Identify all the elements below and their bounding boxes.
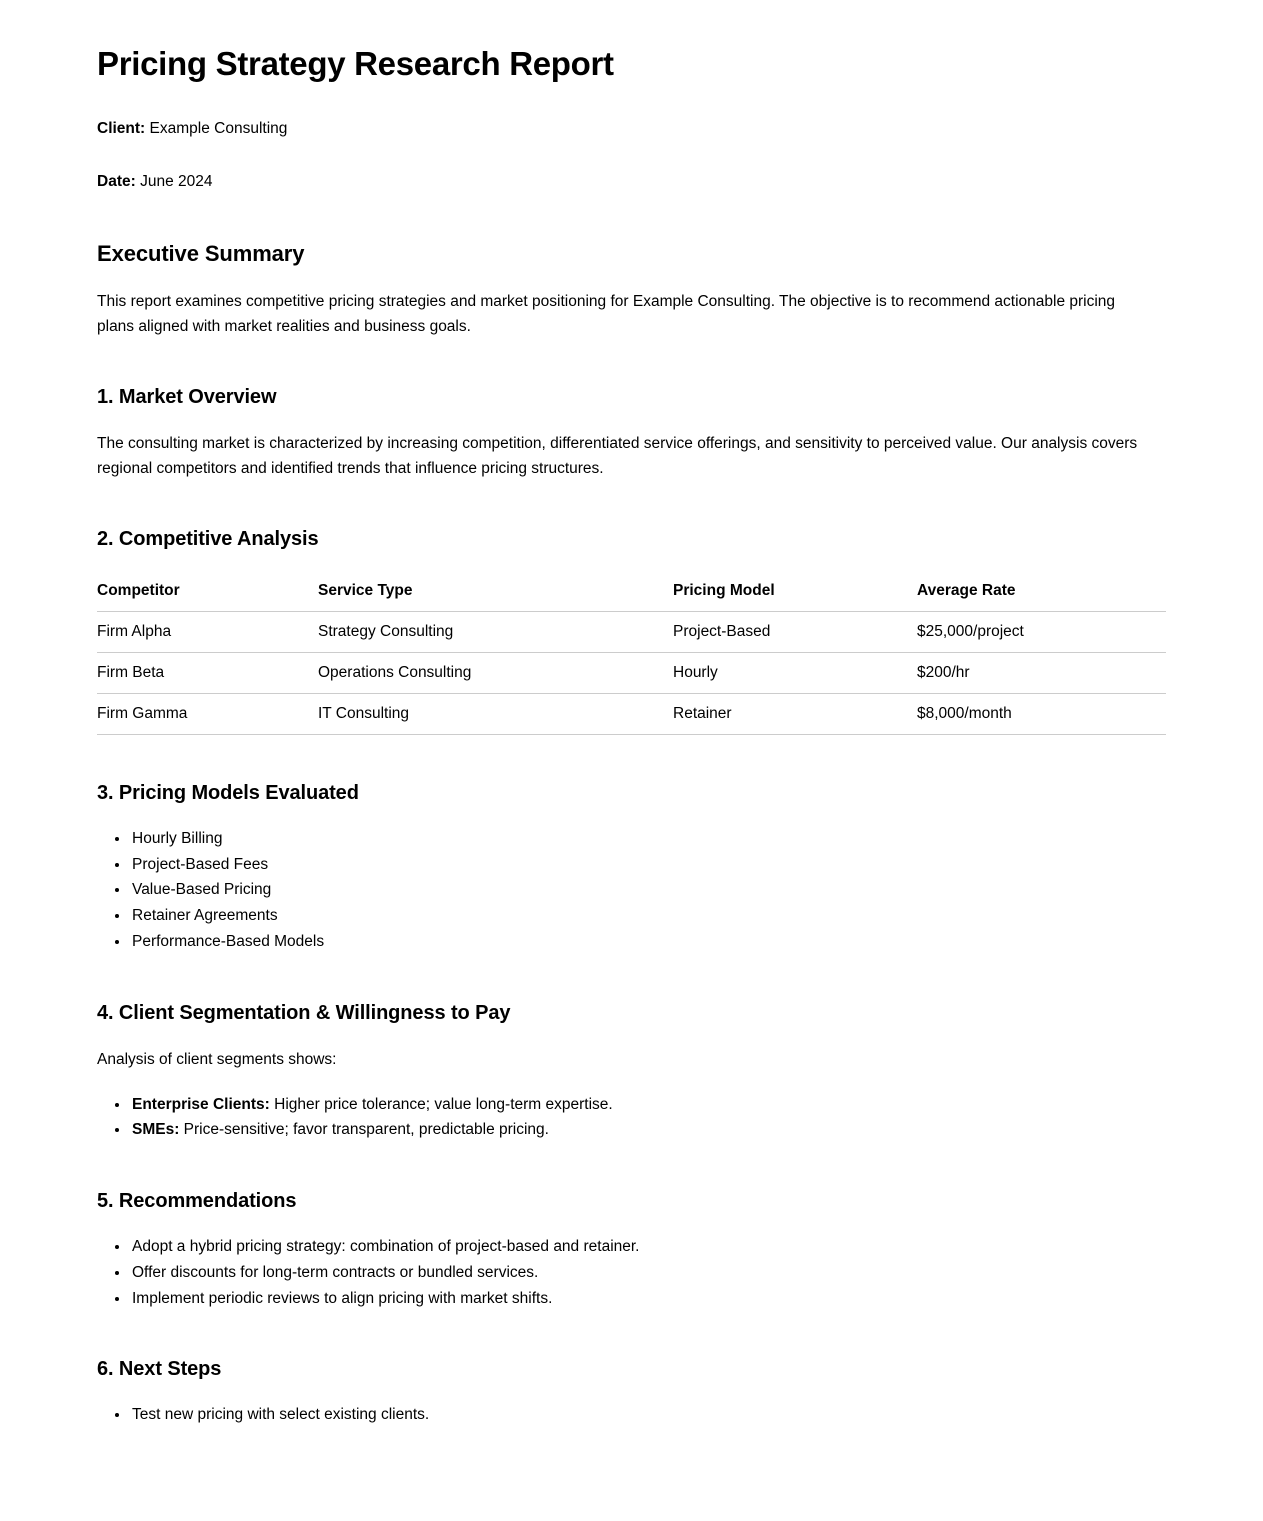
table-header-row — [97, 578, 1166, 612]
table-row — [97, 653, 1166, 694]
list-item — [130, 1092, 1166, 1118]
column-header-service-type: Service Type — [318, 578, 673, 612]
list-item: • Implement periodic reviews to align pricing with market shifts. — [130, 1286, 1166, 1312]
cell-service-type: Operations Consulting — [318, 653, 673, 694]
cell-competitor: Firm Beta — [97, 653, 318, 694]
next-steps-list — [97, 1402, 1166, 1428]
paragraph-executive-summary: This report examines competitive pricing strategies and market positioning for Example Consulting. The objective is to recommend actionable pricing plans aligned with market realities and business goals. — [97, 292, 1116, 335]
cell-average-rate: $8,000/month — [917, 694, 1166, 735]
heading-executive-summary: Executive Summary — [97, 241, 305, 267]
meta-client-label: Client: — [97, 119, 146, 137]
table-row — [97, 694, 1166, 735]
page-title: Pricing Strategy Research Report — [97, 45, 614, 82]
cell-pricing-model: Hourly — [673, 653, 917, 694]
column-header-competitor: Competitor — [97, 578, 318, 612]
list-item-label: Enterprise Clients: — [132, 1095, 270, 1113]
heading-next-steps: 6. Next Steps — [97, 1358, 222, 1381]
cell-service-type: IT Consulting — [318, 694, 673, 735]
table-row — [97, 612, 1166, 653]
heading-pricing-models: 3. Pricing Models Evaluated — [97, 782, 359, 805]
client-segmentation-list — [97, 1092, 1166, 1143]
list-item: • Offer discounts for long-term contracts or bundled services. — [130, 1260, 1166, 1286]
cell-pricing-model: Project-Based — [673, 612, 917, 653]
cell-average-rate: $25,000/project — [917, 612, 1166, 653]
list-item: • Performance-Based Models — [130, 929, 1166, 955]
meta-date — [97, 170, 1166, 193]
meta-client-value: Example Consulting — [145, 119, 288, 137]
list-item-text: Higher price tolerance; value long-term expertise. — [269, 1095, 613, 1113]
cell-service-type: Strategy Consulting — [318, 612, 673, 653]
heading-client-segmentation: 4. Client Segmentation & Willingness to Pay — [97, 1001, 511, 1024]
list-item-text: Price-sensitive; favor transparent, predictable pricing. — [179, 1121, 549, 1139]
competitive-analysis-table — [97, 578, 1166, 735]
cell-average-rate: $200/hr — [917, 653, 1166, 694]
column-header-average-rate: Average Rate — [917, 578, 1166, 612]
list-item: • Adopt a hybrid pricing strategy: combination of project-based and retainer. — [130, 1234, 1166, 1260]
meta-date-value: June 2024 — [135, 172, 213, 190]
list-item: • Project-Based Fees — [130, 852, 1166, 878]
pricing-models-list — [97, 826, 1166, 955]
cell-competitor: Firm Gamma — [97, 694, 318, 735]
recommendations-list — [97, 1234, 1166, 1311]
list-item — [130, 1117, 1166, 1143]
paragraph-market-overview: The consulting market is characterized by increasing competition, differentiated service offerings, and sensitivity to perceived value. Our analysis covers regional competitors and identified trends that influence pricing structures. — [97, 434, 1138, 477]
column-header-pricing-model: Pricing Model — [673, 578, 917, 612]
list-item: • Retainer Agreements — [130, 903, 1166, 929]
heading-market-overview: 1. Market Overview — [97, 385, 277, 408]
list-item-label: SMEs: — [132, 1121, 180, 1139]
cell-competitor: Firm Alpha — [97, 612, 318, 653]
cell-pricing-model: Retainer — [673, 694, 917, 735]
list-item: • Value-Based Pricing — [130, 877, 1166, 903]
meta-client — [97, 117, 1166, 140]
list-item: • Test new pricing with select existing clients. — [130, 1402, 1166, 1428]
paragraph-client-segmentation: Analysis of client segments shows: — [97, 1050, 337, 1068]
heading-competitive-analysis: 2. Competitive Analysis — [97, 528, 319, 551]
heading-recommendations: 5. Recommendations — [97, 1190, 297, 1213]
meta-date-label: Date: — [97, 172, 136, 190]
list-item: • Hourly Billing — [130, 826, 1166, 852]
